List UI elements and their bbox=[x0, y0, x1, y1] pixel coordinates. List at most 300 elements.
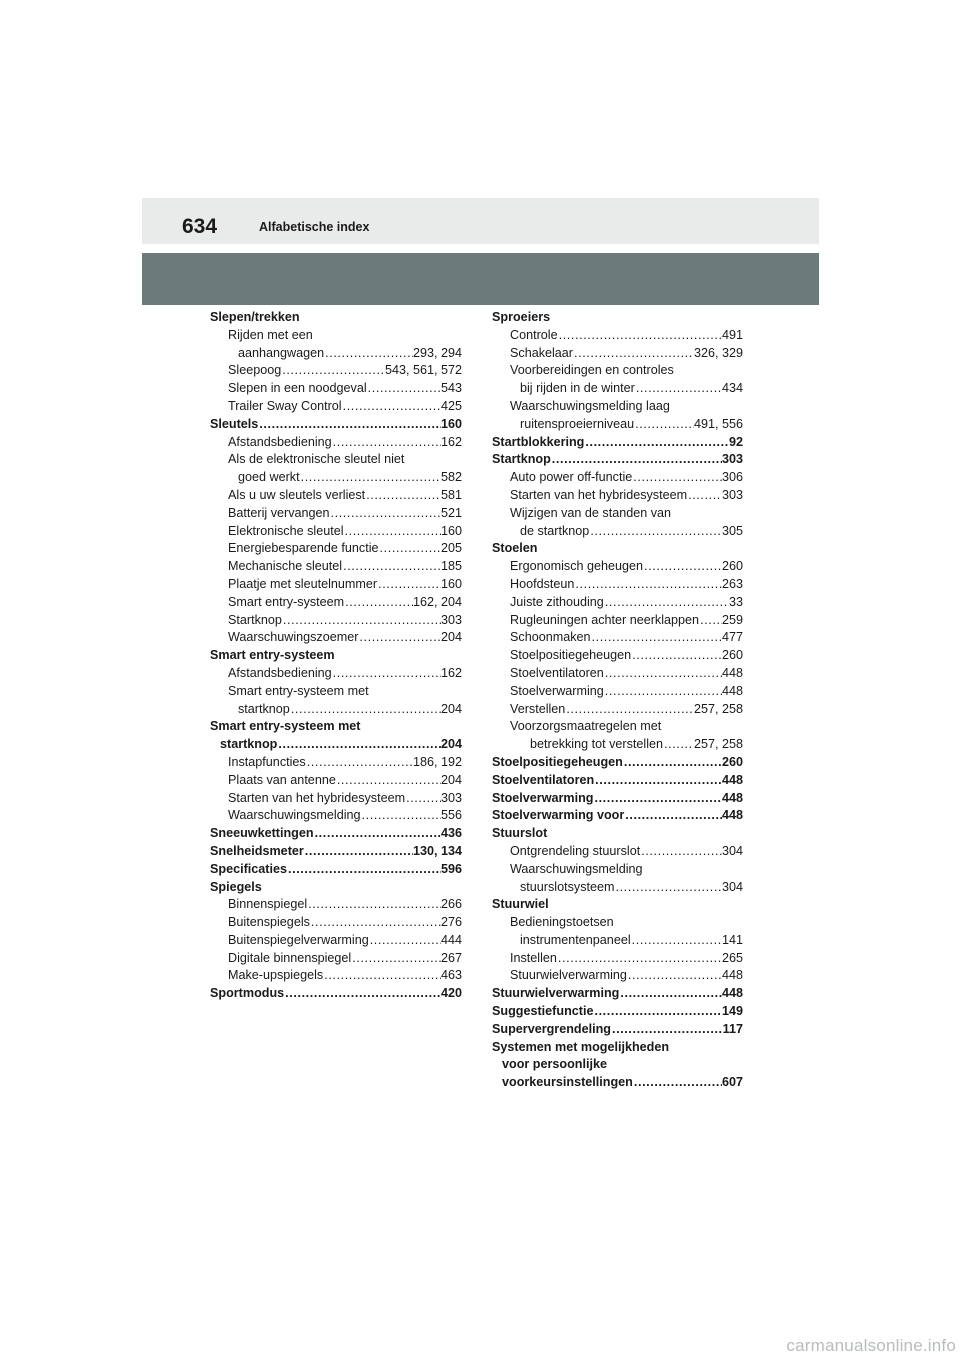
entry-page-ref: 257, 258 bbox=[693, 737, 743, 752]
dot-leader bbox=[565, 701, 694, 719]
entry-page-ref: 306 bbox=[721, 470, 743, 485]
dot-leader bbox=[258, 416, 441, 434]
dot-leader bbox=[631, 647, 722, 665]
index-sub-entry bbox=[210, 594, 462, 612]
entry-page-ref: 556 bbox=[440, 808, 462, 823]
index-main-entry bbox=[492, 1021, 743, 1039]
index-sub-entry bbox=[492, 665, 743, 683]
index-sub-entry bbox=[492, 967, 743, 985]
dot-leader bbox=[611, 1021, 723, 1039]
dot-leader bbox=[604, 665, 722, 683]
dot-leader bbox=[627, 967, 722, 985]
index-sub-entry bbox=[492, 487, 743, 505]
dot-leader bbox=[323, 967, 441, 985]
index-sub-entry bbox=[210, 665, 462, 683]
entry-page-ref: 257, 258 bbox=[693, 701, 743, 716]
dot-leader bbox=[635, 380, 722, 398]
entry-page-ref: 266 bbox=[440, 897, 462, 912]
dot-leader bbox=[336, 772, 441, 790]
entry-term: Digitale binnenspiegel bbox=[228, 950, 352, 965]
index-sub-entry bbox=[492, 523, 743, 541]
entry-page-ref: 521 bbox=[440, 505, 462, 520]
entry-term: Stoelverwarming bbox=[510, 683, 604, 698]
index-sub-entry bbox=[210, 754, 462, 772]
dot-leader bbox=[369, 932, 441, 950]
entry-page-ref: 33 bbox=[728, 594, 743, 609]
index-sub-entry bbox=[492, 736, 743, 754]
entry-term: Afstandsbediening bbox=[228, 434, 332, 449]
entry-page-ref: 448 bbox=[721, 986, 743, 1001]
index-main-entry bbox=[210, 736, 462, 754]
index-main-entry bbox=[492, 825, 743, 843]
dot-leader bbox=[324, 345, 413, 363]
entry-term: instrumentenpaneel bbox=[520, 932, 631, 947]
entry-term: Systemen met mogelijkheden bbox=[492, 1039, 670, 1054]
entry-term: Auto power off-functie bbox=[510, 470, 633, 485]
entry-term: Trailer Sway Control bbox=[228, 398, 342, 413]
entry-page-ref: 260 bbox=[721, 559, 743, 574]
index-sub-entry bbox=[210, 398, 462, 416]
entry-term: Stoelen bbox=[492, 541, 538, 556]
index-sub-entry bbox=[492, 647, 743, 665]
entry-term: Waarschuwingsmelding bbox=[510, 861, 643, 876]
index-sub-entry bbox=[210, 362, 462, 380]
dot-leader bbox=[558, 327, 722, 345]
entry-page-ref: 204 bbox=[440, 630, 462, 645]
entry-term: Voorbereidingen en controles bbox=[510, 363, 674, 378]
entry-page-ref: 425 bbox=[440, 398, 462, 413]
dot-leader bbox=[351, 950, 441, 968]
dot-leader bbox=[358, 629, 441, 647]
entry-page-ref: 448 bbox=[721, 772, 743, 787]
entry-term: Batterij vervangen bbox=[228, 505, 330, 520]
index-sub-entry bbox=[210, 683, 462, 701]
entry-term: Sneeuwkettingen bbox=[210, 826, 314, 841]
index-sub-entry bbox=[210, 327, 462, 345]
entry-page-ref: 477 bbox=[721, 630, 743, 645]
entry-page-ref: 303 bbox=[721, 487, 743, 502]
entry-term: Rijden met een bbox=[228, 327, 313, 342]
dot-leader bbox=[365, 487, 441, 505]
dot-leader bbox=[287, 861, 441, 879]
index-sub-entry bbox=[492, 612, 743, 630]
index-main-entry bbox=[492, 807, 743, 825]
index-main-entry bbox=[492, 754, 743, 772]
entry-page-ref: 448 bbox=[721, 808, 743, 823]
entry-term: Buitenspiegelverwarming bbox=[228, 932, 369, 947]
entry-term: Instapfuncties bbox=[228, 754, 306, 769]
entry-page-ref: 162 bbox=[440, 665, 462, 680]
dot-leader bbox=[584, 434, 729, 452]
entry-page-ref: 160 bbox=[440, 576, 462, 591]
entry-page-ref: 205 bbox=[440, 541, 462, 556]
entry-page-ref: 92 bbox=[728, 434, 743, 449]
entry-term: Voorzorgsmaatregelen met bbox=[510, 719, 662, 734]
entry-page-ref: 186, 192 bbox=[412, 754, 462, 769]
index-main-entry bbox=[492, 1074, 743, 1092]
dot-leader bbox=[307, 896, 441, 914]
entry-term: Stuurwielverwarming bbox=[510, 968, 627, 983]
entry-term: betrekking tot verstellen bbox=[530, 737, 664, 752]
dot-leader bbox=[604, 683, 722, 701]
entry-term: Smart entry-systeem met bbox=[210, 719, 361, 734]
entry-page-ref: 304 bbox=[721, 879, 743, 894]
index-sub-entry bbox=[210, 790, 462, 808]
section-title: Alfabetische index bbox=[259, 220, 370, 234]
index-sub-entry bbox=[210, 932, 462, 950]
entry-page-ref: 491, 556 bbox=[693, 416, 743, 431]
index-sub-entry bbox=[492, 558, 743, 576]
dot-leader bbox=[614, 879, 722, 897]
index-main-entry bbox=[492, 309, 743, 327]
dot-leader bbox=[593, 1003, 722, 1021]
index-sub-entry bbox=[492, 469, 743, 487]
entry-page-ref: 149 bbox=[721, 1004, 743, 1019]
index-sub-entry bbox=[210, 345, 462, 363]
index-main-entry bbox=[492, 451, 743, 469]
entry-term: Smart entry-systeem met bbox=[228, 683, 369, 698]
entry-page-ref: 543 bbox=[440, 381, 462, 396]
entry-page-ref: 448 bbox=[721, 968, 743, 983]
index-sub-entry bbox=[492, 843, 743, 861]
entry-page-ref: 117 bbox=[722, 1021, 743, 1036]
dot-leader bbox=[281, 362, 385, 380]
entry-term: Spiegels bbox=[210, 879, 262, 894]
entry-term: Waarschuwingsmelding bbox=[228, 808, 361, 823]
entry-term: Slepen in een noodgeval bbox=[228, 381, 367, 396]
index-sub-entry bbox=[492, 932, 743, 950]
entry-term: voorkeursinstellingen bbox=[502, 1075, 633, 1090]
dot-leader bbox=[604, 594, 729, 612]
entry-page-ref: 260 bbox=[721, 754, 743, 769]
index-main-entry bbox=[492, 1039, 743, 1057]
index-sub-entry bbox=[210, 701, 462, 719]
entry-page-ref: 448 bbox=[721, 683, 743, 698]
entry-term: Slepen/trekken bbox=[210, 310, 300, 324]
dot-leader bbox=[344, 523, 441, 541]
dot-leader bbox=[551, 451, 722, 469]
index-sub-entry bbox=[492, 861, 743, 879]
dot-leader bbox=[304, 843, 413, 861]
index-sub-entry bbox=[210, 380, 462, 398]
dot-leader bbox=[277, 736, 441, 754]
dot-leader bbox=[573, 345, 694, 363]
index-column-right bbox=[492, 309, 743, 1092]
entry-page-ref: 581 bbox=[440, 487, 462, 502]
index-sub-entry bbox=[210, 434, 462, 452]
entry-term: Startknop bbox=[492, 452, 551, 467]
entry-page-ref: 160 bbox=[440, 416, 462, 431]
index-sub-entry bbox=[492, 701, 743, 719]
index-sub-entry bbox=[210, 612, 462, 630]
entry-term: Sproeiers bbox=[492, 310, 551, 324]
index-main-entry bbox=[210, 416, 462, 434]
dot-leader bbox=[290, 701, 441, 719]
index-sub-entry bbox=[210, 487, 462, 505]
dot-leader bbox=[367, 380, 441, 398]
dot-leader bbox=[593, 790, 722, 808]
dot-leader bbox=[284, 985, 441, 1003]
entry-term: Stoelverwarming voor bbox=[492, 808, 625, 823]
index-main-entry bbox=[210, 825, 462, 843]
dot-leader bbox=[332, 665, 441, 683]
dot-leader bbox=[300, 469, 441, 487]
entry-term: Sleepoog bbox=[228, 363, 282, 378]
entry-term: Buitenspiegels bbox=[228, 915, 310, 930]
entry-page-ref: 463 bbox=[440, 968, 462, 983]
entry-term: Als u uw sleutels verliest bbox=[228, 487, 366, 502]
entry-term: Controle bbox=[510, 327, 558, 342]
entry-term: Energiebesparende functie bbox=[228, 541, 379, 556]
dot-leader bbox=[624, 807, 722, 825]
dot-leader bbox=[405, 790, 441, 808]
index-main-entry bbox=[210, 985, 462, 1003]
entry-page-ref: 434 bbox=[721, 381, 743, 396]
dot-leader bbox=[619, 985, 722, 1003]
dot-leader bbox=[643, 558, 722, 576]
index-sub-entry bbox=[210, 540, 462, 558]
entry-term: Stoelpositiegeheugen bbox=[510, 648, 632, 663]
dot-leader bbox=[594, 772, 722, 790]
entry-page-ref: 326, 329 bbox=[693, 345, 743, 360]
index-sub-entry bbox=[492, 914, 743, 932]
entry-page-ref: 304 bbox=[721, 843, 743, 858]
entry-term: Ergonomisch geheugen bbox=[510, 559, 644, 574]
entry-page-ref: 543, 561, 572 bbox=[384, 363, 462, 378]
entry-term: Schakelaar bbox=[510, 345, 574, 360]
index-sub-entry bbox=[492, 416, 743, 434]
dot-leader bbox=[633, 1074, 722, 1092]
entry-term: ruitensproeierniveau bbox=[520, 416, 635, 431]
entry-page-ref: 160 bbox=[440, 523, 462, 538]
index-main-entry bbox=[210, 718, 462, 736]
index-main-entry bbox=[492, 790, 743, 808]
entry-term: Stoelpositiegeheugen bbox=[492, 754, 623, 769]
entry-page-ref: 420 bbox=[440, 986, 462, 1001]
entry-page-ref: 582 bbox=[440, 470, 462, 485]
dot-leader bbox=[631, 932, 722, 950]
index-sub-entry bbox=[492, 718, 743, 736]
entry-term: Schoonmaken bbox=[510, 630, 591, 645]
index-sub-entry bbox=[210, 558, 462, 576]
entry-term: Wijzigen van de standen van bbox=[510, 505, 672, 520]
entry-term: Stuurwielverwarming bbox=[492, 986, 620, 1001]
entry-term: Smart entry-systeem bbox=[228, 594, 345, 609]
header-band bbox=[142, 253, 819, 305]
index-sub-entry bbox=[492, 594, 743, 612]
entry-page-ref: 141 bbox=[721, 932, 743, 947]
dot-leader bbox=[377, 576, 441, 594]
index-sub-entry bbox=[492, 398, 743, 416]
entry-page-ref: 607 bbox=[721, 1075, 743, 1090]
entry-term: Elektronische sleutel bbox=[228, 523, 344, 538]
entry-page-ref: 303 bbox=[440, 612, 462, 627]
index-sub-entry bbox=[210, 896, 462, 914]
index-column-left bbox=[210, 309, 462, 1003]
entry-term: Snelheidsmeter bbox=[210, 843, 304, 858]
entry-term: Sportmodus bbox=[210, 986, 285, 1001]
entry-term: aanhangwagen bbox=[238, 345, 325, 360]
entry-term: Mechanische sleutel bbox=[228, 559, 343, 574]
index-sub-entry bbox=[210, 807, 462, 825]
entry-term: startknop bbox=[238, 701, 290, 716]
index-main-entry bbox=[492, 540, 743, 558]
dot-leader bbox=[699, 612, 722, 630]
entry-term: Smart entry-systeem bbox=[210, 648, 335, 663]
entry-page-ref: 130, 134 bbox=[412, 843, 462, 858]
entry-page-ref: 444 bbox=[440, 932, 462, 947]
dot-leader bbox=[310, 914, 441, 932]
dot-leader bbox=[330, 505, 441, 523]
dot-leader bbox=[361, 807, 441, 825]
entry-term: Suggestiefunctie bbox=[492, 1004, 594, 1019]
entry-term: bij rijden in de winter bbox=[520, 381, 635, 396]
index-sub-entry bbox=[210, 629, 462, 647]
entry-term: Supervergrendeling bbox=[492, 1021, 611, 1036]
index-main-entry bbox=[492, 1056, 743, 1074]
index-sub-entry bbox=[492, 380, 743, 398]
entry-page-ref: 491 bbox=[721, 327, 743, 342]
index-main-entry bbox=[492, 434, 743, 452]
entry-page-ref: 265 bbox=[721, 950, 743, 965]
page-number: 634 bbox=[182, 215, 218, 238]
index-sub-entry bbox=[210, 950, 462, 968]
entry-page-ref: 267 bbox=[440, 950, 462, 965]
entry-page-ref: 596 bbox=[440, 861, 462, 876]
index-main-entry bbox=[210, 309, 462, 327]
dot-leader bbox=[687, 487, 722, 505]
index-sub-entry bbox=[492, 950, 743, 968]
entry-term: goed werkt bbox=[238, 470, 300, 485]
entry-term: Plaatje met sleutelnummer bbox=[228, 576, 378, 591]
entry-page-ref: 204 bbox=[440, 701, 462, 716]
entry-term: Binnenspiegel bbox=[228, 897, 308, 912]
entry-term: Stoelventilatoren bbox=[510, 665, 604, 680]
entry-term: Stoelverwarming bbox=[492, 790, 594, 805]
index-sub-entry bbox=[210, 576, 462, 594]
entry-term: Stuurslot bbox=[492, 826, 548, 841]
dot-leader bbox=[632, 469, 722, 487]
entry-term: Plaats van antenne bbox=[228, 772, 336, 787]
entry-page-ref: 303 bbox=[440, 790, 462, 805]
dot-leader bbox=[282, 612, 441, 630]
index-main-entry bbox=[492, 985, 743, 1003]
entry-page-ref: 204 bbox=[440, 737, 462, 752]
entry-term: Make-upspiegels bbox=[228, 968, 324, 983]
entry-term: Afstandsbediening bbox=[228, 665, 332, 680]
entry-term: Waarschuwingszoemer bbox=[228, 630, 359, 645]
index-sub-entry bbox=[210, 451, 462, 469]
entry-page-ref: 305 bbox=[721, 523, 743, 538]
dot-leader bbox=[314, 825, 441, 843]
entry-page-ref: 448 bbox=[721, 790, 743, 805]
entry-page-ref: 293, 294 bbox=[412, 345, 462, 360]
dot-leader bbox=[332, 434, 441, 452]
dot-leader bbox=[342, 558, 441, 576]
entry-term: Verstellen bbox=[510, 701, 566, 716]
dot-leader bbox=[344, 594, 413, 612]
entry-page-ref: 276 bbox=[440, 915, 462, 930]
entry-page-ref: 260 bbox=[721, 648, 743, 663]
entry-page-ref: 185 bbox=[440, 559, 462, 574]
entry-page-ref: 436 bbox=[440, 826, 462, 841]
entry-term: Instellen bbox=[510, 950, 557, 965]
entry-term: Als de elektronische sleutel niet bbox=[228, 452, 405, 467]
entry-term: Startknop bbox=[228, 612, 282, 627]
entry-term: stuurslotsysteem bbox=[520, 879, 615, 894]
entry-term: Waarschuwingsmelding laag bbox=[510, 398, 670, 413]
entry-page-ref: 162, 204 bbox=[412, 594, 462, 609]
entry-term: voor persoonlijke bbox=[502, 1057, 607, 1072]
entry-term: startknop bbox=[220, 737, 278, 752]
entry-term: Stoelventilatoren bbox=[492, 772, 595, 787]
entry-term: Specificaties bbox=[210, 861, 288, 876]
entry-page-ref: 204 bbox=[440, 772, 462, 787]
index-sub-entry bbox=[210, 772, 462, 790]
index-main-entry bbox=[210, 879, 462, 897]
entry-term: Starten van het hybridesysteem bbox=[510, 487, 688, 502]
index-main-entry bbox=[492, 896, 743, 914]
entry-term: Bedieningstoetsen bbox=[510, 915, 614, 930]
index-sub-entry bbox=[210, 967, 462, 985]
entry-page-ref: 162 bbox=[440, 434, 462, 449]
page-header-bar bbox=[142, 198, 819, 244]
entry-page-ref: 259 bbox=[721, 612, 743, 627]
entry-page-ref: 263 bbox=[721, 576, 743, 591]
entry-term: Starten van het hybridesysteem bbox=[228, 790, 406, 805]
entry-term: Ontgrendeling stuurslot bbox=[510, 843, 641, 858]
dot-leader bbox=[663, 736, 694, 754]
index-sub-entry bbox=[210, 505, 462, 523]
index-sub-entry bbox=[210, 914, 462, 932]
entry-term: Rugleuningen achter neerklappen bbox=[510, 612, 700, 627]
dot-leader bbox=[574, 576, 722, 594]
index-main-entry bbox=[492, 1003, 743, 1021]
dot-leader bbox=[640, 843, 722, 861]
entry-term: Startblokkering bbox=[492, 434, 585, 449]
index-main-entry bbox=[210, 647, 462, 665]
entry-term: Sleutels bbox=[210, 416, 259, 431]
dot-leader bbox=[342, 398, 441, 416]
index-sub-entry bbox=[492, 576, 743, 594]
index-main-entry bbox=[210, 843, 462, 861]
index-sub-entry bbox=[492, 345, 743, 363]
dot-leader bbox=[557, 950, 722, 968]
dot-leader bbox=[306, 754, 413, 772]
entry-term: Juiste zithouding bbox=[510, 594, 604, 609]
dot-leader bbox=[591, 629, 722, 647]
index-sub-entry bbox=[210, 469, 462, 487]
index-main-entry bbox=[210, 861, 462, 879]
dot-leader bbox=[379, 540, 441, 558]
index-sub-entry bbox=[492, 683, 743, 701]
entry-term: Stuurwiel bbox=[492, 897, 549, 912]
index-sub-entry bbox=[210, 523, 462, 541]
entry-page-ref: 448 bbox=[721, 665, 743, 680]
entry-page-ref: 303 bbox=[721, 452, 743, 467]
dot-leader bbox=[634, 416, 694, 434]
dot-leader bbox=[623, 754, 722, 772]
index-main-entry bbox=[492, 772, 743, 790]
dot-leader bbox=[589, 523, 722, 541]
index-sub-entry bbox=[492, 362, 743, 380]
entry-term: de startknop bbox=[520, 523, 590, 538]
watermark: carmanualsonline.info bbox=[786, 1336, 956, 1355]
index-sub-entry bbox=[492, 505, 743, 523]
index-sub-entry bbox=[492, 327, 743, 345]
entry-term: Hoofdsteun bbox=[510, 576, 575, 591]
index-sub-entry bbox=[492, 629, 743, 647]
